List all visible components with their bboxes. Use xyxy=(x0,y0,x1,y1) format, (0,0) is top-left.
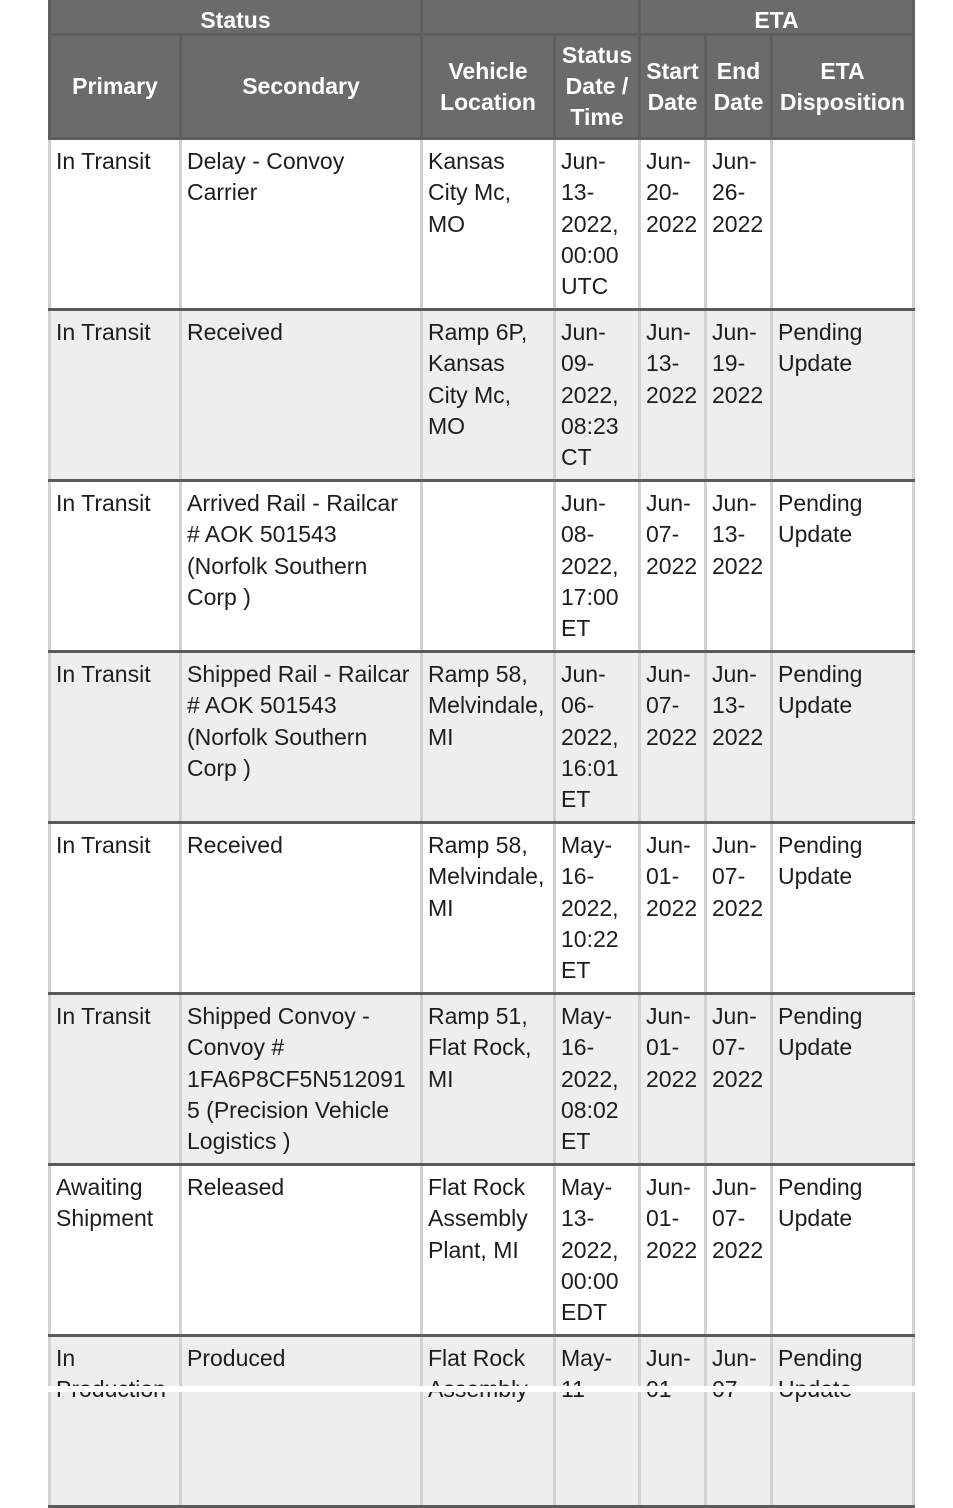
eta-disposition-column-header[interactable]: ETA Disposition xyxy=(772,35,914,139)
status-date-cell: Jun-13-2022, 00:00 UTC xyxy=(555,139,640,310)
eta-disposition-cell: Pending Update xyxy=(772,1165,914,1336)
vehicle-location-cell: Ramp 6P, Kansas City Mc, MO xyxy=(422,310,555,481)
secondary-status-cell: Shipped Convoy - Convoy # 1FA6P8CF5N5120915 (Precision Vehicle Logistics ) xyxy=(181,994,422,1165)
status-date-cell: Jun-08-2022, 17:00 ET xyxy=(555,481,640,652)
vehicle-location-cell: Flat Rock Assembly Plant, MI xyxy=(422,1165,555,1336)
status-date-cell: Jun-06-2022, 16:01 ET xyxy=(555,652,640,823)
table-body xyxy=(50,139,914,1507)
primary-status-cell: In Transit xyxy=(50,823,181,994)
secondary-status-cell: Shipped Rail - Railcar # AOK 501543 (Norfolk Southern Corp ) xyxy=(181,652,422,823)
eta-group-header: ETA xyxy=(640,0,914,35)
primary-status-cell: In xyxy=(50,1336,181,1507)
start-date-cell: Jun-07-2022 xyxy=(640,481,706,652)
primary-status-cell: In Transit xyxy=(50,310,181,481)
vehicle-location-cell xyxy=(422,481,555,652)
page-bottom-edge xyxy=(0,1386,953,1392)
table-row xyxy=(50,652,914,823)
primary-status-cell: In Transit xyxy=(50,481,181,652)
table-row xyxy=(50,823,914,994)
group-header-row xyxy=(50,0,914,35)
secondary-status-cell: Received xyxy=(181,310,422,481)
status-date-time-column-header[interactable]: Status Date / Time xyxy=(555,35,640,139)
primary-column-header[interactable]: Primary xyxy=(50,35,181,139)
end-date-cell: Jun- xyxy=(706,1336,772,1507)
start-date-cell: Jun- xyxy=(640,1336,706,1507)
secondary-status-cell: Delay - Convoy Carrier xyxy=(181,139,422,310)
end-date-cell: Jun-07-2022 xyxy=(706,1165,772,1336)
start-date-cell: Jun-01-2022 xyxy=(640,994,706,1165)
vehicle-location-column-header[interactable]: Vehicle Location xyxy=(422,35,555,139)
start-date-column-header[interactable]: Start Date xyxy=(640,35,706,139)
primary-status-cell: In Transit xyxy=(50,994,181,1165)
eta-disposition-cell: Pending Update xyxy=(772,481,914,652)
table-row xyxy=(50,994,914,1165)
start-date-cell: Jun-13-2022 xyxy=(640,310,706,481)
start-date-cell: Jun-07-2022 xyxy=(640,652,706,823)
status-date-cell: May-16-2022, 08:02 ET xyxy=(555,994,640,1165)
blank-group-header xyxy=(422,0,640,35)
vehicle-location-cell: Flat Rock xyxy=(422,1336,555,1507)
secondary-column-header[interactable]: Secondary xyxy=(181,35,422,139)
start-date-cell: Jun-01-2022 xyxy=(640,823,706,994)
secondary-status-cell: Released xyxy=(181,1165,422,1336)
end-date-column-header[interactable]: End Date xyxy=(706,35,772,139)
secondary-status-cell: Arrived Rail - Railcar # AOK 501543 (Norfolk Southern Corp ) xyxy=(181,481,422,652)
table-row xyxy=(50,310,914,481)
primary-status-cell: In Transit xyxy=(50,652,181,823)
end-date-cell: Jun-19-2022 xyxy=(706,310,772,481)
eta-disposition-cell: Pending Update xyxy=(772,652,914,823)
status-date-cell: May-13-2022, 00:00 EDT xyxy=(555,1165,640,1336)
end-date-cell: Jun-26-2022 xyxy=(706,139,772,310)
primary-status-cell: In Transit xyxy=(50,139,181,310)
eta-disposition-cell xyxy=(772,139,914,310)
end-date-cell: Jun-13-2022 xyxy=(706,652,772,823)
start-date-cell: Jun-20-2022 xyxy=(640,139,706,310)
eta-disposition-cell: Pending Update xyxy=(772,823,914,994)
status-date-cell: Jun-09-2022, 08:23 CT xyxy=(555,310,640,481)
eta-disposition-cell: Pending xyxy=(772,1336,914,1507)
status-date-cell: May- xyxy=(555,1336,640,1507)
secondary-status-cell: Received xyxy=(181,823,422,994)
end-date-cell: Jun-13-2022 xyxy=(706,481,772,652)
vehicle-location-cell: Ramp 58, Melvindale, MI xyxy=(422,823,555,994)
column-header-row xyxy=(50,35,914,139)
vehicle-location-cell: Ramp 51, Flat Rock, MI xyxy=(422,994,555,1165)
eta-disposition-cell: Pending Update xyxy=(772,310,914,481)
table-row xyxy=(50,1336,914,1507)
primary-status-cell: Awaiting Shipment xyxy=(50,1165,181,1336)
vehicle-location-cell: Ramp 58, Melvindale, MI xyxy=(422,652,555,823)
vehicle-location-cell: Kansas City Mc, MO xyxy=(422,139,555,310)
table-header xyxy=(50,0,914,139)
start-date-cell: Jun-01-2022 xyxy=(640,1165,706,1336)
secondary-status-cell: Produced xyxy=(181,1336,422,1507)
status-date-cell: May-16-2022, 10:22 ET xyxy=(555,823,640,994)
table-row xyxy=(50,139,914,310)
end-date-cell: Jun-07-2022 xyxy=(706,994,772,1165)
table-row xyxy=(50,1165,914,1336)
status-group-header: Status xyxy=(50,0,422,35)
end-date-cell: Jun-07-2022 xyxy=(706,823,772,994)
vehicle-status-table xyxy=(48,0,915,1508)
eta-disposition-cell: Pending Update xyxy=(772,994,914,1165)
table-row xyxy=(50,481,914,652)
